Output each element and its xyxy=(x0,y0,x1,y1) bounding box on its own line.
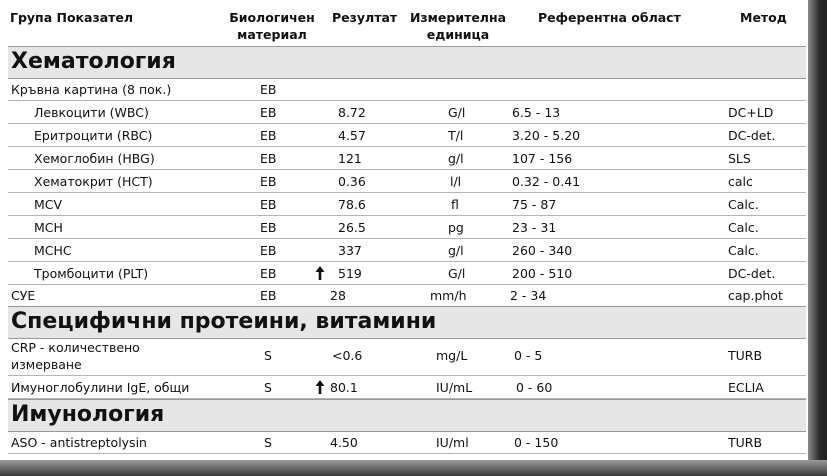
header-result-label: Резултат xyxy=(332,10,398,25)
row-method: cap.phot xyxy=(728,288,783,303)
row-name: ASO - antistreptolysin xyxy=(11,435,147,450)
row-reference: 107 - 156 xyxy=(512,151,573,166)
row-result: 8.72 xyxy=(338,105,366,120)
row-bio: S xyxy=(264,348,272,363)
row-name: MCH xyxy=(34,220,63,235)
row-bio: ЕВ xyxy=(260,288,277,303)
table-row xyxy=(8,376,806,399)
row-result: 121 xyxy=(338,151,362,166)
row-reference: 23 - 31 xyxy=(512,220,557,235)
row-method: Calc. xyxy=(728,243,759,258)
header-group-label: Група Показател xyxy=(10,10,134,25)
row-result: 28 xyxy=(330,288,346,303)
row-name-line1: CRP - количествено xyxy=(11,340,140,355)
header-bio-line1: Биологичен xyxy=(229,10,315,25)
row-name: MCV xyxy=(34,197,63,212)
row-method: DC-det. xyxy=(728,266,776,281)
row-reference: 0 - 60 xyxy=(516,380,553,395)
section-hematology xyxy=(8,46,806,79)
header-unit-line1: Измерителна xyxy=(409,10,507,25)
row-method: ECLIA xyxy=(728,380,764,395)
row-bio: S xyxy=(264,435,272,450)
row-unit: g/l xyxy=(448,243,464,258)
row-method: Calc. xyxy=(728,197,759,212)
row-result: 80.1 xyxy=(330,380,358,395)
row-name: MCHC xyxy=(34,243,72,258)
arrow-up-icon xyxy=(315,380,325,394)
arrow-up-icon xyxy=(315,266,325,280)
row-result: 78.6 xyxy=(338,197,366,212)
row-bio: ЕВ xyxy=(260,266,277,281)
row-result: 4.50 xyxy=(330,435,358,450)
row-result: 337 xyxy=(338,243,362,258)
row-name: Кръвна картина (8 пок.) xyxy=(11,82,172,97)
row-unit: IU/mL xyxy=(436,380,473,395)
row-bio: S xyxy=(264,380,272,395)
row-unit: pg xyxy=(448,220,464,235)
row-unit: fl xyxy=(451,197,459,212)
section-title: Имунология xyxy=(11,402,165,427)
row-result: 0.36 xyxy=(338,174,366,189)
row-reference: 260 - 340 xyxy=(512,243,573,258)
row-method: DC+LD xyxy=(728,105,774,120)
row-unit: g/l xyxy=(448,151,464,166)
row-bio: ЕВ xyxy=(260,197,277,212)
table-row xyxy=(8,239,806,262)
row-method: SLS xyxy=(728,151,751,166)
row-bio: ЕВ xyxy=(260,151,277,166)
row-result: <0.6 xyxy=(332,348,363,363)
table-row xyxy=(8,79,806,101)
row-unit: mm/h xyxy=(430,288,467,303)
row-unit: G/l xyxy=(448,266,466,281)
row-name: Хематокрит (HCT) xyxy=(34,174,153,189)
row-reference: 3.20 - 5.20 xyxy=(512,128,581,143)
row-result: 519 xyxy=(338,266,362,281)
row-name: Хемоглобин (HBG) xyxy=(34,151,155,166)
row-reference: 0 - 150 xyxy=(514,435,559,450)
row-unit: G/l xyxy=(448,105,466,120)
row-method: DC-det. xyxy=(728,128,776,143)
table-row xyxy=(8,338,806,376)
table-row xyxy=(8,124,806,147)
header-reference-label: Референтна област xyxy=(538,10,681,25)
row-reference: 75 - 87 xyxy=(512,197,557,212)
table-row xyxy=(8,262,806,285)
page-edge-shadow xyxy=(808,0,827,476)
row-unit: l/l xyxy=(450,174,462,189)
table-row xyxy=(8,147,806,170)
row-reference: 0.32 - 0.41 xyxy=(512,174,581,189)
row-name: СУЕ xyxy=(11,288,36,303)
section-immunology xyxy=(8,399,806,432)
table-row xyxy=(8,101,806,124)
row-reference: 6.5 - 13 xyxy=(512,105,561,120)
header-unit-line2: единица xyxy=(426,27,490,42)
row-bio: ЕВ xyxy=(260,174,277,189)
header-method-label: Метод xyxy=(740,10,787,25)
row-unit: mg/L xyxy=(436,348,468,363)
row-unit: IU/ml xyxy=(436,435,469,450)
row-bio: ЕВ xyxy=(260,243,277,258)
row-method: Calc. xyxy=(728,220,759,235)
row-bio: ЕВ xyxy=(260,105,277,120)
row-method: calc xyxy=(728,174,753,189)
row-name-line2: измерване xyxy=(11,357,82,372)
row-unit: T/l xyxy=(448,128,464,143)
row-name: Тромбоцити (PLT) xyxy=(34,266,149,281)
row-name: Имуноглобулини IgE, общи xyxy=(11,380,190,395)
row-reference: 0 - 5 xyxy=(514,348,543,363)
table-row xyxy=(8,431,806,454)
table-row xyxy=(8,170,806,193)
row-name: Еритроцити (RBC) xyxy=(34,128,153,143)
table-row xyxy=(8,285,806,307)
row-name: Левкоцити (WBC) xyxy=(34,105,149,120)
section-title: Специфични протеини, витамини xyxy=(11,309,437,334)
table-row xyxy=(8,193,806,216)
row-reference: 2 - 34 xyxy=(510,288,547,303)
row-bio: ЕВ xyxy=(260,82,277,97)
header-bio-line2: материал xyxy=(237,27,307,42)
page-bottom-shadow xyxy=(0,460,827,476)
row-reference: 200 - 510 xyxy=(512,266,573,281)
row-result: 26.5 xyxy=(338,220,366,235)
row-method: TURB xyxy=(728,435,763,450)
row-bio: ЕВ xyxy=(260,220,277,235)
row-result: 4.57 xyxy=(338,128,366,143)
row-bio: ЕВ xyxy=(260,128,277,143)
row-method: TURB xyxy=(728,348,763,363)
section-specific-proteins xyxy=(8,306,806,339)
section-title: Хематология xyxy=(11,49,176,74)
table-row xyxy=(8,216,806,239)
